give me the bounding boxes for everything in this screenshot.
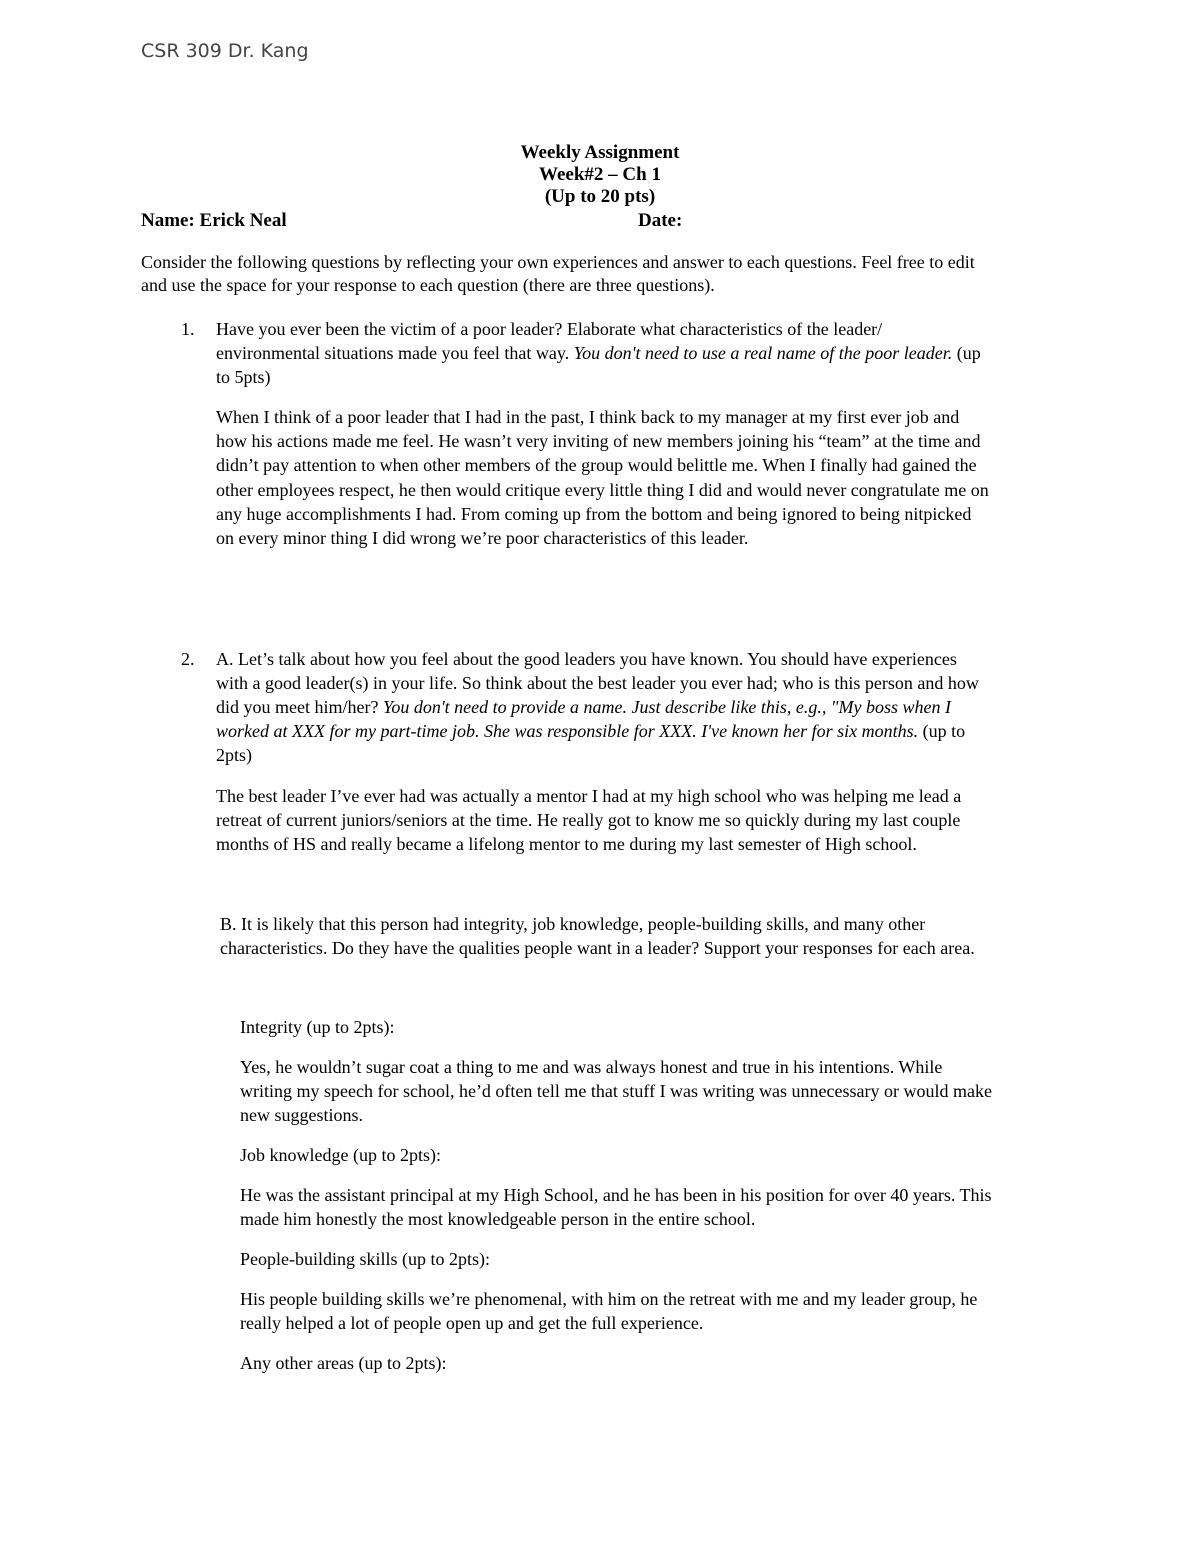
question-1-italic-note: You don't need to use a real name of the poor leader. (573, 343, 953, 363)
question-2b-text: characteristics. Do they have the qualities people want in a leader? Support your responses for each area. (220, 938, 975, 958)
job-knowledge-answer-line: He was the assistant principal at my High School, and he has been in his position for over 40 years. This (240, 1185, 992, 1205)
date-label: Date: (638, 210, 683, 231)
answer-2-line: months of HS and really became a lifelong mentor to me during my last semester of High school. (216, 834, 917, 854)
title-line-2: Week#2 – Ch 1 (539, 164, 661, 185)
question-2-text-part: did you meet him/her? (216, 697, 383, 717)
question-2-text: 2pts) (216, 745, 252, 765)
answer-1-line: other employees respect, he then would critique every little thing I did and would never congratulate me on (216, 480, 989, 500)
other-areas-label: Any other areas (up to 2pts): (240, 1353, 447, 1373)
assignment-title (0, 142, 1200, 208)
answer-1-line: didn’t pay attention to when other members of the group would belittle me. When I finally had gained the (216, 455, 977, 475)
question-2-text: A. Let’s talk about how you feel about the good leaders you have known. You should have experiences (216, 649, 957, 669)
question-2-text (216, 695, 951, 719)
question-1-text: to 5pts) (216, 367, 271, 387)
people-building-answer-line: really helped a lot of people open up and get the full experience. (240, 1313, 704, 1333)
answer-1-line: any huge accomplishments I had. From coming up from the bottom and being ignored to being nitpicked (216, 504, 972, 524)
intro-line: Consider the following questions by reflecting your own experiences and answer to each questions. Feel free to edit (141, 252, 975, 272)
integrity-answer-line: writing my speech for school, he’d often tell me that stuff I was writing was unnecessary or would make (240, 1081, 992, 1101)
name-date-line (141, 210, 1041, 232)
question-2-text (216, 719, 965, 743)
question-2-text-part: (up to (918, 721, 966, 741)
title-line-1: Weekly Assignment (520, 142, 680, 163)
answer-1-line: on every minor thing I did wrong we’re poor characteristics of this leader. (216, 528, 749, 548)
student-name: Name: Erick Neal (141, 210, 287, 231)
title-line-3: (Up to 20 pts) (544, 186, 656, 207)
question-1-text-part: environmental situations made you feel that way. (216, 343, 574, 363)
answer-2-line: The best leader I’ve ever had was actually a mentor I had at my high school who was helping me lead a (216, 786, 962, 806)
question-number: 2. (181, 649, 195, 669)
question-2-text: with a good leader(s) in your life. So think about the best leader you ever had; who is this person and how (216, 673, 979, 693)
people-building-label: People-building skills (up to 2pts): (240, 1249, 490, 1269)
job-knowledge-label: Job knowledge (up to 2pts): (240, 1145, 441, 1165)
answer-1-line: how his actions made me feel. He wasn’t very inviting of new members joining his “team” at the time and (216, 431, 981, 451)
question-2-italic-note: worked at XXX for my part-time job. She was responsible for XXX. I've known her for six months. (216, 721, 919, 741)
question-2-italic-note: You don't need to provide a name. Just describe like this, e.g., "My boss when I (382, 697, 951, 717)
answer-2-line: retreat of current juniors/seniors at the time. He really got to know me so quickly during my last couple (216, 810, 961, 830)
course-header: CSR 309 Dr. Kang (141, 40, 309, 62)
question-2b-text: B. It is likely that this person had integrity, job knowledge, people-building skills, and many other (220, 914, 926, 934)
question-1-text (216, 341, 981, 365)
integrity-label: Integrity (up to 2pts): (240, 1017, 395, 1037)
intro-line: and use the space for your response to each question (there are three questions). (141, 275, 715, 295)
job-knowledge-answer-line: made him honestly the most knowledgeable person in the entire school. (240, 1209, 756, 1229)
question-number: 1. (181, 319, 195, 339)
people-building-answer-line: His people building skills we’re phenomenal, with him on the retreat with me and my leader group, he (240, 1289, 978, 1309)
answer-1-line: When I think of a poor leader that I had in the past, I think back to my manager at my first ever job and (216, 407, 960, 427)
question-1-text-part: (up (952, 343, 981, 363)
integrity-answer-line: new suggestions. (240, 1105, 363, 1125)
question-1-text: Have you ever been the victim of a poor leader? Elaborate what characteristics of the leader/ (216, 319, 883, 339)
integrity-answer-line: Yes, he wouldn’t sugar coat a thing to me and was always honest and true in his intentions. While (240, 1057, 943, 1077)
